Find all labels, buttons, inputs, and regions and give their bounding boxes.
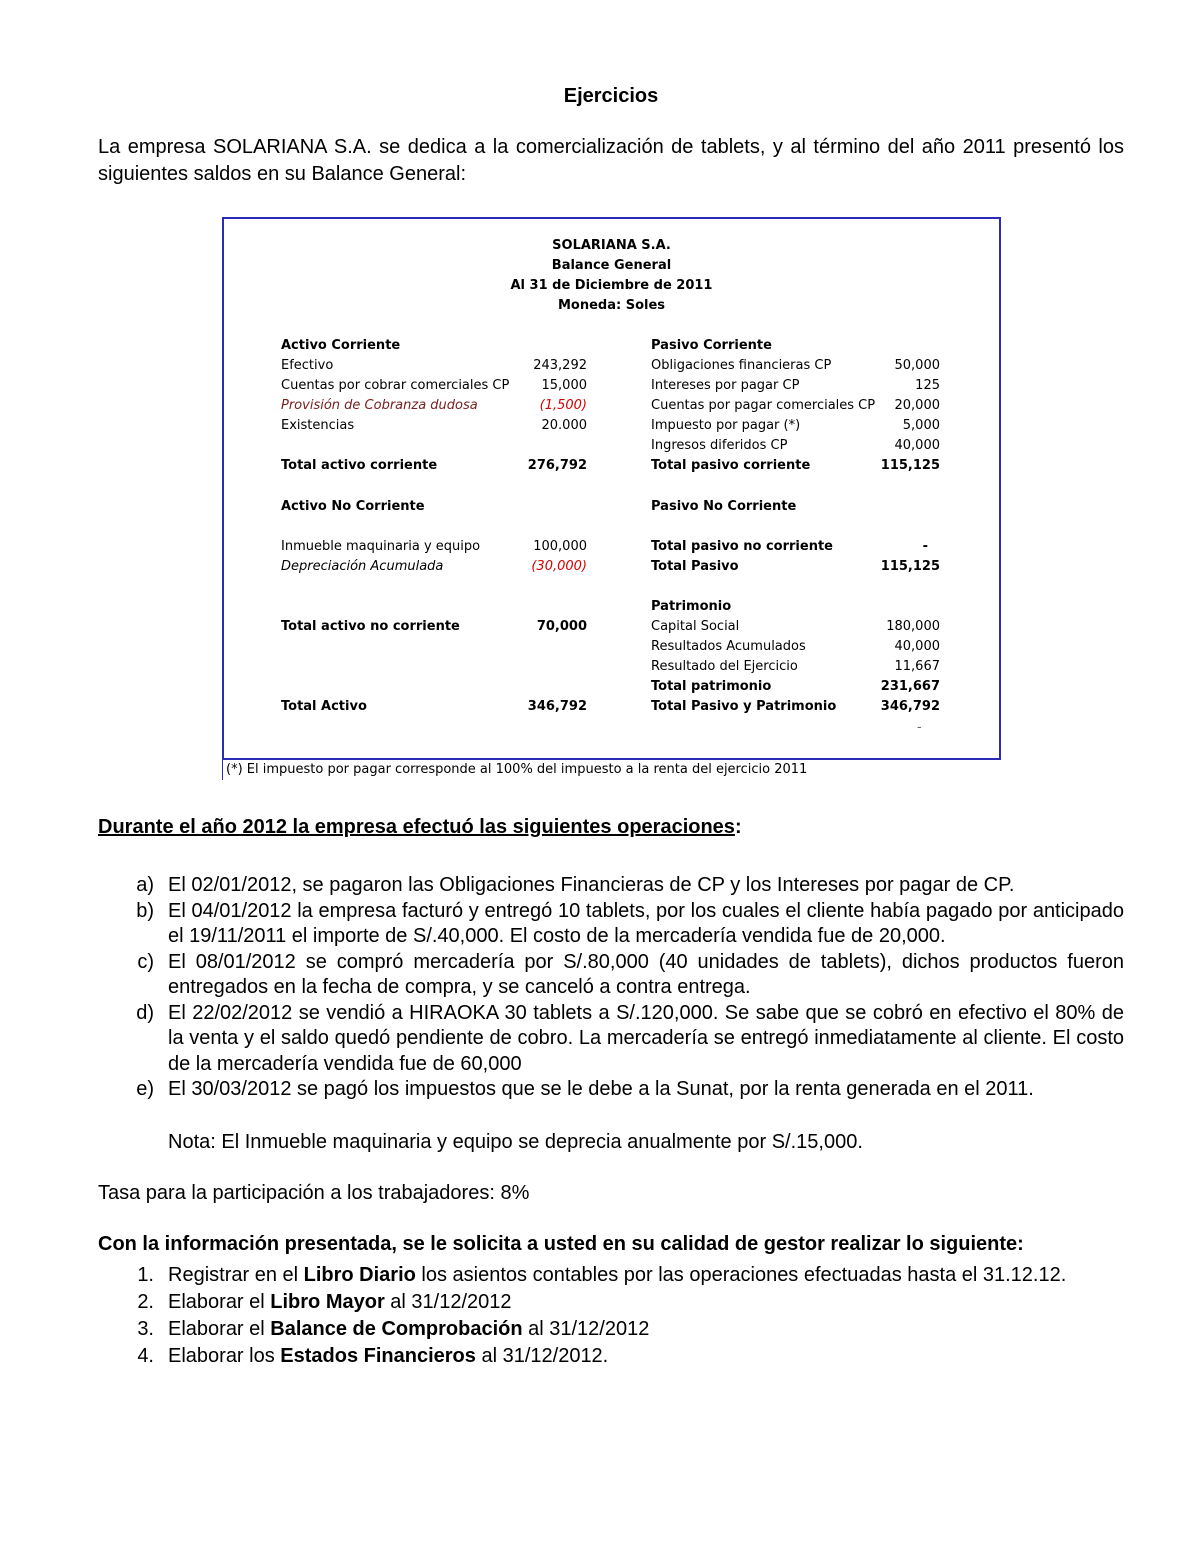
operation-text: El 04/01/2012 la empresa facturó y entregó 10 tablets, por los cuales el cliente había pagado por anticipado el 19/11/2011 el importe de S/.40,000. El costo de la mercadería vendida fue de 20,000. [168,899,1124,947]
total-activo-label: Total Activo [281,699,367,714]
total-pat-label: Total patrimonio [651,679,772,694]
list-item [98,1289,1124,1316]
operations-heading-text: Durante el año 2012 la empresa efectuó las siguientes operaciones [98,816,735,838]
res-ej-label: Resultado del Ejercicio [651,659,798,674]
efectivo-label: Efectivo [281,358,334,373]
footnote-divider [222,760,223,780]
operation-marker: e) [136,1078,154,1100]
participation-rate: Tasa para la participación a los trabajadores: 8% [98,1182,530,1204]
list-item [98,1001,1124,1078]
list-item [98,1316,1124,1343]
request-text [168,1289,1124,1316]
balance-footnote: (*) El impuesto por pagar corresponde al 100% del impuesto a la renta del ejercicio 2011 [226,762,808,777]
request-pre: Elaborar el [168,1318,271,1340]
request-post: los asientos contables por las operaciones efectuadas hasta el 31.12.12. [415,1264,1067,1286]
company-name: SOLARIANA S.A. [552,238,671,253]
oblig-value: 50,000 [894,358,940,373]
request-pre: Elaborar los [168,1345,281,1367]
total-pc-value: 115,125 [880,458,940,473]
ingresos-dif-value: 40,000 [894,438,940,453]
list-item [98,873,1124,899]
total-pc-label: Total pasivo corriente [651,458,811,473]
activo-corriente-heading: Activo Corriente [281,338,401,353]
impuesto-value: 5,000 [902,418,940,433]
total-anc-label: Total activo no corriente [281,619,460,634]
pasivo-corriente-heading: Pasivo Corriente [651,338,772,353]
ime-value: 100,000 [533,539,587,554]
activo-nc-heading: Activo No Corriente [281,499,425,514]
operations-list [98,873,1124,1103]
operation-text: El 08/01/2012 se compró mercadería por S/.80,000 (40 unidades de tablets), dichos productos fueron entregados en la fecha de compra, y se canceló a contra entrega. [168,950,1124,998]
request-bold: Libro Mayor [270,1291,385,1313]
res-ej-value: 11,667 [894,659,940,674]
capital-label: Capital Social [651,619,740,634]
provision-value: (1,500) [539,398,587,413]
total-pyp-value: 346,792 [880,699,940,714]
page-title: Ejercicios [563,85,659,107]
provision-label: Provisión de Cobranza dudosa [281,398,478,413]
pasivo-nc-heading: Pasivo No Corriente [651,499,797,514]
total-ac-label: Total activo corriente [281,458,438,473]
cxc-value: 15,000 [541,378,587,393]
requests-heading: Con la información presentada, se le solicita a usted en su calidad de gestor realizar lo siguiente: [98,1233,1024,1255]
list-item [98,1343,1124,1370]
capital-value: 180,000 [886,619,940,634]
existencias-value: 20.000 [541,418,587,433]
intereses-label: Intereses por pagar CP [651,378,800,393]
operation-text: El 02/01/2012, se pagaron las Obligaciones Financieras de CP y los Intereses por pagar de CP. [168,874,1015,896]
operation-marker: a) [136,874,154,896]
cxp-value: 20,000 [894,398,940,413]
balance-sheet-header [222,236,1001,316]
request-bold: Balance de Comprobación [270,1318,523,1340]
request-text [168,1316,1124,1343]
depreciacion-label: Depreciación Acumulada [281,559,444,574]
request-text [168,1262,1124,1289]
oblig-label: Obligaciones financieras CP [651,358,832,373]
res-acum-value: 40,000 [894,639,940,654]
cxp-label: Cuentas por pagar comerciales CP [651,398,876,413]
intereses-value: 125 [915,378,940,393]
intro-paragraph: La empresa SOLARIANA S.A. se dedica a la comercialización de tablets, y al término del año 2011 presentó los siguientes saldos en su Balance General: [98,136,1124,185]
ime-label: Inmueble maquinaria y equipo [281,539,481,554]
request-bold: Libro Diario [303,1264,416,1286]
total-anc-value: 70,000 [536,619,587,634]
operation-marker: b) [136,899,154,922]
total-pasivo-value: 115,125 [880,559,940,574]
operation-text: El 30/03/2012 se pagó los impuestos que se le debe a la Sunat, por la renta generada en el 2011. [168,1078,1034,1100]
list-item [98,1077,1124,1103]
balance-date: Al 31 de Diciembre de 2011 [510,278,713,293]
operations-heading-colon: : [734,816,742,838]
res-acum-label: Resultados Acumulados [651,639,806,654]
operations-heading [98,816,742,839]
impuesto-label: Impuesto por pagar (*) [651,418,801,433]
request-post: al 31/12/2012. [475,1345,609,1367]
total-ac-value: 276,792 [527,458,587,473]
request-number: 4. [137,1345,154,1367]
total-pnc-label: Total pasivo no corriente [651,539,833,554]
list-item [98,950,1124,1001]
existencias-label: Existencias [281,418,355,433]
operation-marker: c) [137,950,154,973]
list-item [98,899,1124,950]
operation-marker: d) [136,1001,154,1024]
patrimonio-heading: Patrimonio [651,599,732,614]
operation-text: El 22/02/2012 se vendió a HIRAOKA 30 tablets a S/.120,000. Se sabe que se cobró en efectivo el 80% de la venta y el saldo quedó pendiente de cobro. La mercadería se entregó inmediatamente al cliente. El costo de la mercadería vendida fue de 60,000 [168,1001,1124,1075]
currency: Moneda: Soles [557,298,666,313]
depreciacion-value: (30,000) [531,559,587,574]
request-post: al 31/12/2012 [522,1318,650,1340]
total-activo-value: 346,792 [527,699,587,714]
request-text [168,1343,1124,1370]
depreciation-note: Nota: El Inmueble maquinaria y equipo se deprecia anualmente por S/.15,000. [168,1131,863,1153]
trailing-dash: - [917,720,922,735]
total-pat-value: 231,667 [880,679,940,694]
total-pasivo-label: Total Pasivo [651,559,739,574]
total-pnc-value: - [922,539,928,554]
request-post: al 31/12/2012 [384,1291,512,1313]
requests-list [98,1262,1124,1370]
request-pre: Registrar en el [168,1264,304,1286]
cxc-label: Cuentas por cobrar comerciales CP [281,378,510,393]
request-bold: Estados Financieros [280,1345,476,1367]
total-pyp-label: Total Pasivo y Patrimonio [651,699,837,714]
document-name: Balance General [551,258,672,273]
list-item [98,1262,1124,1289]
request-number: 1. [137,1264,154,1286]
request-pre: Elaborar el [168,1291,271,1313]
efectivo-value: 243,292 [533,358,587,373]
request-number: 2. [137,1291,154,1313]
request-number: 3. [137,1318,154,1340]
ingresos-dif-label: Ingresos diferidos CP [651,438,788,453]
